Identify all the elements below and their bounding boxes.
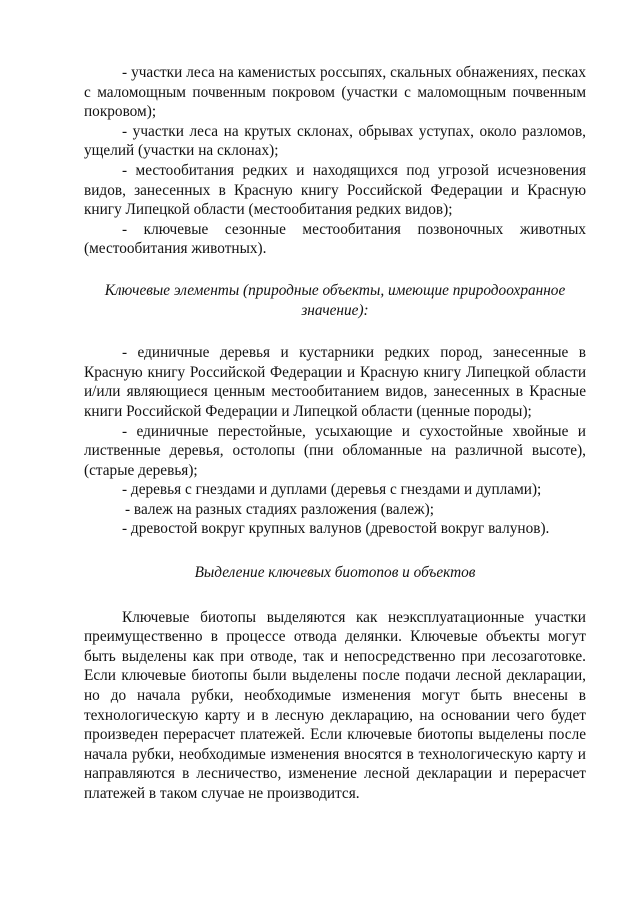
spacer bbox=[84, 583, 586, 608]
list-item: - валеж на разных стадиях разложения (валеж); bbox=[125, 500, 434, 518]
list-item: - участки леса на каменистых россыпях, скальных обнажениях, песках с маломощным почвенным покровом (участки с маломощным почвенным покровом); bbox=[84, 64, 586, 121]
list-item: - древостой вокруг крупных валунов (древостой вокруг валунов). bbox=[122, 520, 550, 538]
list-item: - участки леса на крутых склонах, обрывах уступах, около разломов, ущелий (участки на склонах); bbox=[84, 122, 586, 160]
page-content bbox=[84, 63, 586, 804]
section-heading: Ключевые элементы (природные объекты, имеющие природоохранное значение): bbox=[104, 281, 566, 319]
section-heading: Выделение ключевых биотопов и объектов bbox=[194, 564, 476, 582]
spacer bbox=[84, 539, 586, 563]
body-paragraph: Ключевые биотопы выделяются как неэксплуатационные участки преимущественно в процессе отвода делянки. Ключевые объекты могут быть выделены как при отводе, так и непосредственно при лесозаготовке. Если ключевые биотопы были выделены после подачи лесной декларации, но до начала рубки, необходимые изменения могут быть внесены в технологическую карту и в лесную декларацию, на основании чего будет произведен перерасчет платежей. Если ключевые биотопы выделены после начала рубки, необходимые изменения вносятся в технологическую карту и направляются в лесничество, изменение лесной декларации и перерасчет платежей в таком случае не производится. bbox=[84, 608, 586, 802]
spacer bbox=[84, 259, 586, 281]
list-item: - ключевые сезонные местообитания позвоночных животных (местообитания животных). bbox=[84, 220, 586, 258]
list-item: - местообитания редких и находящихся под угрозой исчезновения видов, занесенных в Красную книгу Российской Федерации и Красную книгу Липецкой области (местообитания редких видов); bbox=[84, 161, 586, 219]
spacer bbox=[84, 320, 586, 343]
list-item: - единичные перестойные, усыхающие и сухостойные хвойные и лиственные деревья, остолопы (пни обломанные на различной высоте), (старые деревья); bbox=[84, 422, 586, 479]
list-item: - единичные деревья и кустарники редких пород, занесенные в Красную книгу Российской Федерации и Красную книгу Липецкой области и/или являющиеся ценным местообитанием видов, занесенных в Красные книги Российской Федерации и Липецкой области (ценные породы); bbox=[84, 344, 586, 420]
list-item: - деревья с гнездами и дуплами (деревья с гнездами и дуплами); bbox=[122, 481, 542, 499]
